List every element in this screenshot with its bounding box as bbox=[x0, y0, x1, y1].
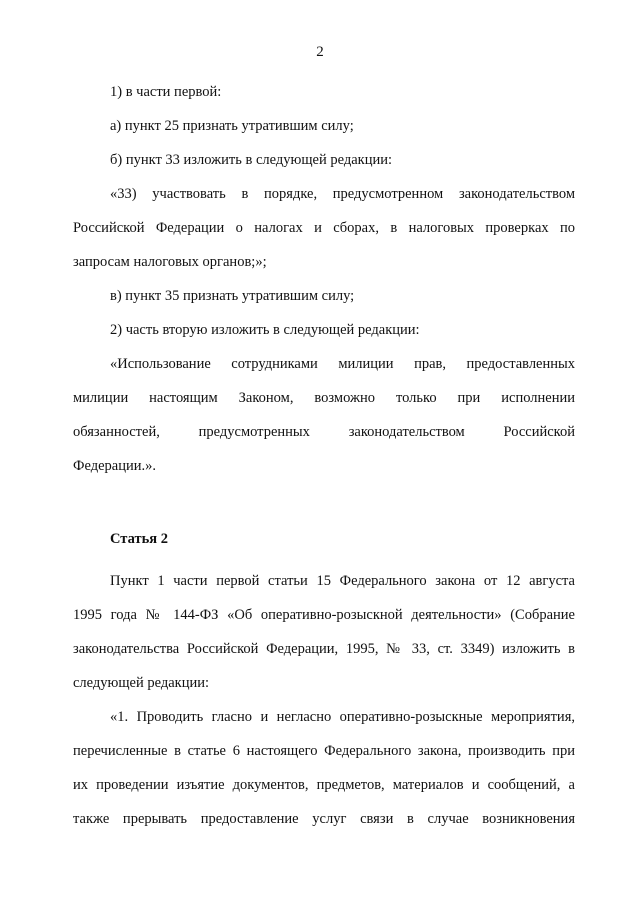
article-heading: Статья 2 bbox=[110, 531, 168, 547]
paragraph-part-two: 2) часть вторую изложить в следующей редакции: bbox=[110, 322, 420, 338]
paragraph-point-33-text bbox=[73, 177, 575, 279]
amendments-block bbox=[73, 75, 575, 483]
text-line: Пункт 1 части первой статьи 15 Федерального закона от 12 августа bbox=[110, 573, 575, 589]
paragraph-point-25: а) пункт 25 признать утратившим силу; bbox=[110, 118, 354, 134]
text-line: Федерации.». bbox=[73, 458, 156, 474]
text-line: запросам налоговых органов;»; bbox=[73, 254, 267, 270]
text-line: законодательства Российской Федерации, 1995, № 33, ст. 3349) изложить в bbox=[73, 641, 575, 657]
text-line: также прерывать предоставление услуг связи в случае возникновения bbox=[73, 811, 575, 827]
text-line: обязанностей, предусмотренных законодательством Российской bbox=[73, 424, 575, 440]
article-2-paragraph-2 bbox=[73, 700, 575, 836]
paragraph-point-35: в) пункт 35 признать утратившим силу; bbox=[110, 288, 355, 304]
page-number: 2 bbox=[316, 44, 324, 60]
text-line: 1995 года № 144-ФЗ «Об оперативно-розыскной деятельности» (Собрание bbox=[73, 607, 575, 623]
paragraph-part-one: 1) в части первой: bbox=[110, 84, 222, 100]
text-line: их проведении изъятие документов, предметов, материалов и сообщений, а bbox=[73, 777, 575, 793]
text-line: следующей редакции: bbox=[73, 675, 210, 691]
article-2-block bbox=[73, 522, 575, 836]
paragraph-part-two-text bbox=[73, 347, 575, 483]
text-line: «1. Проводить гласно и негласно оперативно-розыскные мероприятия, bbox=[110, 709, 575, 725]
text-line: «33) участвовать в порядке, предусмотренном законодательством bbox=[110, 186, 575, 202]
paragraph-point-33: б) пункт 33 изложить в следующей редакции: bbox=[110, 152, 392, 168]
text-line: перечисленные в статье 6 настоящего Федерального закона, производить при bbox=[73, 743, 575, 759]
text-line: Российской Федерации о налогах и сборах, в налоговых проверках по bbox=[73, 220, 575, 236]
article-2-paragraph-1 bbox=[73, 564, 575, 700]
text-line: милиции настоящим Законом, возможно только при исполнении bbox=[73, 390, 575, 406]
text-line: «Использование сотрудниками милиции прав, предоставленных bbox=[110, 356, 575, 372]
